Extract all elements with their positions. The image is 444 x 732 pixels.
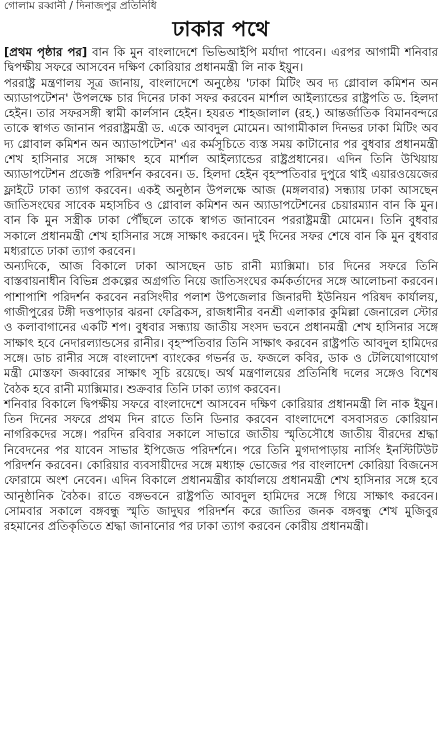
paragraph-text: বান কি মুন বাংলাদেশে ভিভিআইপি মর্যাদা পাবেন। এরপর আগামী শনিবার দ্বিপক্ষীয় সফরে আসবেন দক্ষিণ কোরিয়ার প্রধানমন্ত্রী লি নাক ইয়ুন। bbox=[4, 45, 438, 75]
paragraph-2: পররাষ্ট্র মন্ত্রণালয় সূত্র জানায়, বাংলাদেশে অনুষ্ঠেয় 'ঢাকা মিটিং অব দ্য গ্লোবাল কমিশন অন অ্যাডাপটেশন' উপলক্ষে চার দিনের ঢাকা সফর করবেন মার্শাল আইল্যান্ডের রাষ্ট্রপতি ড. হিলদা হেইন। তার সফরসঙ্গী স্বামী কার্লসান হেইন। হযরত শাহজালাল (রহ.) আন্তর্জাতিক বিমানবন্দরে তাকে স্বাগত জানান পররাষ্ট্রমন্ত্রী ড. একে আবদুল মোমেন। আগামীকাল দিনভর ঢাকা মিটিং অব দ্য গ্লোবাল কমিশন অন অ্যাডাপটেশন' এর কর্মসূচিতে ব্যস্ত সময় কাটানোর পর বুধবার প্রধানমন্ত্রী শেখ হাসিনার সঙ্গে সাক্ষাৎ হবে মার্শাল আইল্যান্ডের রাষ্ট্রপ্রধানের। এদিন তিনি উখিয়ায় অ্যাডাপটেশন প্রজেক্ট পরিদর্শন করবেন। ড. হিলদা হেইন বৃহস্পতিবার দুপুরে থাই এয়ারওয়েজের ফ্লাইটে ঢাকা ত্যাগ করবেন। একই অনুষ্ঠান উপলক্ষে আজ (মঙ্গলবার) সন্ধ্যায় ঢাকা আসছেন জাতিসংঘের সাবেক মহাসচিব ও গ্লোবাল কমিশন অন অ্যাডাপটেশনের চেয়ারম্যান বান কি মুন। বান কি মুন সস্ত্রীক ঢাকা পৌঁছলে তাকে স্বাগত জানাবেন পররাষ্ট্রমন্ত্রী মোমেন। তিনি বুধবার সকালে প্রধানমন্ত্রী শেখ হাসিনার সঙ্গে সাক্ষাৎ করবেন। দুই দিনের সফর শেষে বান কি মুন বুধবার মধ্যরাতে ঢাকা ত্যাগ করবেন। bbox=[4, 75, 438, 258]
paragraph-1 bbox=[4, 45, 438, 76]
byline: গোলাম রব্বানী / দিনাজপুর প্রতিনিধি bbox=[4, 0, 157, 12]
article-body bbox=[4, 45, 438, 535]
continuation-tag: [প্রথম পৃষ্ঠার পর] bbox=[4, 45, 88, 59]
paragraph-3: অন্যদিকে, আজ বিকালে ঢাকা আসছেন ডাচ রানী ম্যাক্সিমা। চার দিনের সফরে তিনি বাস্তবায়নাধীন বিভিন্ন প্রকল্পের অগ্রগতি নিয়ে জাতিসংঘের কর্মকর্তাদের সঙ্গে আলোচনা করবেন। পাশাপাশি পরিদর্শন করবেন নরসিংদীর পলাশ উপজেলার জিনারদী ইউনিয়ন পরিষদ কার্যালয়, গাজীপুরের টঙ্গী দত্তপাড়ার ঝরনা ফেব্রিকস, রাজধানীর বনশ্রী এলাকার কুমিল্লা জেনারেল স্টোর ও কলাবাগানের একটি শপ। বুধবার সন্ধ্যায় জাতীয় সংসদ ভবনে প্রধানমন্ত্রী শেখ হাসিনার সঙ্গে সাক্ষাৎ হবে নেদারল্যান্ডসের রানীর। বৃহস্পতিবার তিনি সাক্ষাৎ করবেন রাষ্ট্রপতি আবদুল হামিদের সঙ্গে। ডাচ রানীর সঙ্গে বাংলাদেশ ব্যাংকের গভর্নর ড. ফজলে কবির, ডাক ও টেলিযোগাযোগ মন্ত্রী মোস্তফা জব্বারের সাক্ষাৎ সূচি রয়েছে। অর্থ মন্ত্রণালয়ের প্রতিনিধি দলের সঙ্গেও বিশেষ বৈঠক হবে রানী ম্যাক্সিমার। শুক্রবার তিনি ঢাকা ত্যাগ করবেন। bbox=[4, 259, 438, 396]
headline: ঢাকার পথে bbox=[172, 17, 270, 41]
paragraph-4: শনিবার বিকালে দ্বিপক্ষীয় সফরে বাংলাদেশে আসবেন দক্ষিণ কোরিয়ার প্রধানমন্ত্রী লি নাক ইয়ুন। তিন দিনের সফরে প্রথম দিন রাতে তিনি ডিনার করবেন বাংলাদেশে বসবাসরত কোরিয়ান নাগরিকদের সঙ্গে। পরদিন রবিবার সকালে সাভারে জাতীয় স্মৃতিসৌধে জাতীয় বীরদের শ্রদ্ধা নিবেদনের পর যাবেন সাভার ইপিজেড পরিদর্শনে। পরে তিনি মুগদাপাড়ায় নার্সিং ইনস্টিটিউট পরিদর্শন করবেন। কোরিয়ার ব্যবসায়ীদের সঙ্গে মধ্যাহ্ন ভোজের পর বাংলাদেশ কোরিয়া বিজনেস ফোরামে অংশ নেবেন। এদিন বিকালে প্রধানমন্ত্রীর কার্যালয়ে প্রধানমন্ত্রী শেখ হাসিনার সঙ্গে হবে আনুষ্ঠানিক বৈঠক। রাতে বঙ্গভবনে রাষ্ট্রপতি আবদুল হামিদের সঙ্গে গিয়ে সাক্ষাৎ করবেন। সোমবার সকালে বঙ্গবন্ধু স্মৃতি জাদুঘর পরিদর্শন করে জাতির জনক বঙ্গবন্ধু শেখ মুজিবুর রহমানের প্রতিকৃতিতে শ্রদ্ধা জানানোর পর ঢাকা ত্যাগ করবেন কোরীয় প্রধানমন্ত্রী। bbox=[4, 396, 438, 534]
